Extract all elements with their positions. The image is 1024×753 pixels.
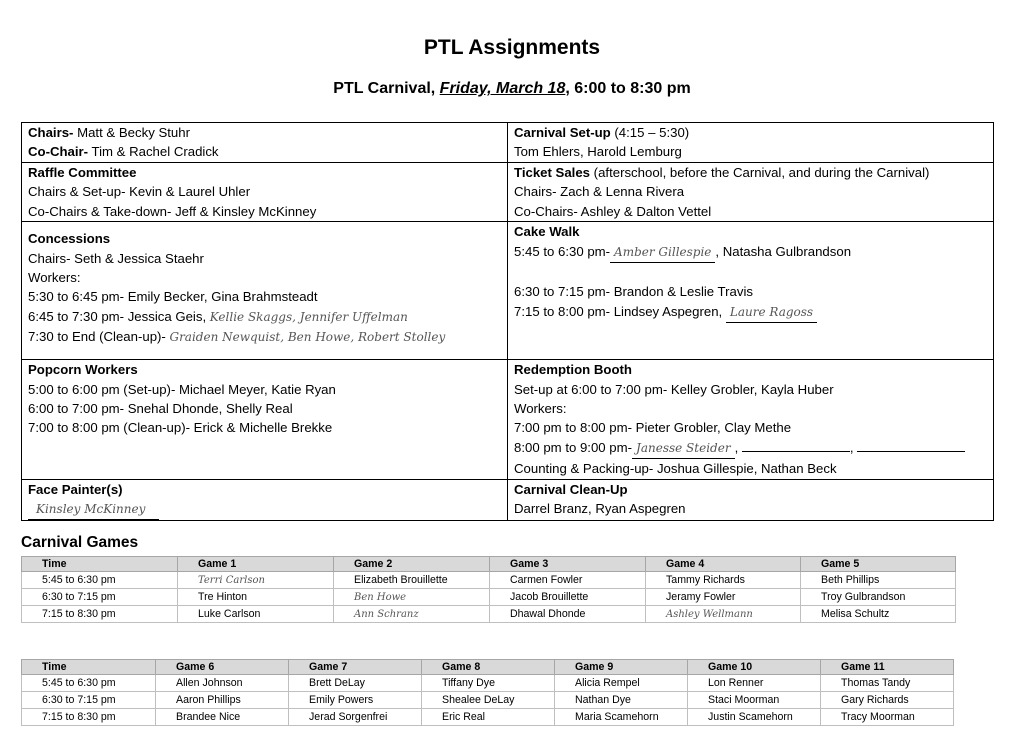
table-cell: Ben Howe bbox=[334, 589, 490, 606]
cake-line-3-handwritten: Laure Ragoss bbox=[729, 304, 814, 319]
cochair-line bbox=[28, 142, 501, 161]
concessions-line-2-typed: 6:45 to 7:30 pm- Jessica Geis, bbox=[28, 308, 210, 324]
table-cell: Thomas Tandy bbox=[821, 675, 954, 692]
table-cell: 6:30 to 7:15 pm bbox=[22, 589, 178, 606]
header-game-1: Game 1 bbox=[178, 557, 334, 572]
subtitle-prefix: PTL Carnival, bbox=[333, 80, 440, 97]
table-cell: Dhawal Dhonde bbox=[490, 606, 646, 623]
table-cell: Brett DeLay bbox=[289, 675, 422, 692]
concessions-line-1: 5:30 to 6:45 pm- Emily Becker, Gina Brahmsteadt bbox=[28, 289, 318, 305]
concessions-line-3 bbox=[28, 327, 501, 347]
blank-line-1 bbox=[742, 439, 850, 452]
cleanup-label: Carnival Clean-Up bbox=[514, 481, 628, 497]
row-popcorn bbox=[22, 360, 994, 479]
concessions-line-3-typed: 7:30 to End (Clean-up)- bbox=[28, 329, 170, 345]
header-game-11: Game 11 bbox=[821, 660, 954, 675]
chairs-label: Chairs- bbox=[28, 125, 74, 140]
redemption-line-1: Set-up at 6:00 to 7:00 pm- Kelley Grobler, Kayla Huber bbox=[514, 381, 834, 397]
table-row bbox=[22, 692, 954, 709]
ticket-line bbox=[514, 163, 987, 182]
cake-line-2: 6:30 to 7:15 pm- Brandon & Leslie Travis bbox=[514, 284, 753, 300]
cake-line-1-handwritten: Amber Gillespie bbox=[614, 244, 712, 259]
table-cell: Aaron Phillips bbox=[156, 692, 289, 709]
header-game-9: Game 9 bbox=[555, 660, 688, 675]
table-cell: Alicia Rempel bbox=[555, 675, 688, 692]
table-cell: Ashley Wellmann bbox=[646, 606, 801, 623]
table-cell: Justin Scamehorn bbox=[688, 709, 821, 726]
raffle-line-1: Chairs & Set-up- Kevin & Laurel Uhler bbox=[28, 184, 251, 200]
setup-label: Carnival Set-up bbox=[514, 125, 611, 140]
cell-popcorn bbox=[22, 360, 508, 479]
cake-line-1-rest: , Natasha Gulbrandson bbox=[715, 243, 852, 259]
concessions-workers: Workers: bbox=[28, 270, 81, 286]
setup-names: Tom Ehlers, Harold Lemburg bbox=[514, 144, 682, 160]
header-game-7: Game 7 bbox=[289, 660, 422, 675]
popcorn-line-1: 5:00 to 6:00 pm (Set-up)- Michael Meyer, Katie Ryan bbox=[28, 381, 336, 397]
page-subtitle bbox=[0, 80, 1024, 98]
row-chairs bbox=[22, 123, 994, 163]
row-raffle bbox=[22, 163, 994, 222]
table-cell: Jacob Brouillette bbox=[490, 589, 646, 606]
ticket-label: Ticket Sales bbox=[514, 165, 591, 180]
header-game-2: Game 2 bbox=[334, 557, 490, 572]
table-cell: Beth Phillips bbox=[801, 572, 956, 589]
table-cell: 6:30 to 7:15 pm bbox=[22, 692, 156, 709]
table-cell: 7:15 to 8:30 pm bbox=[22, 709, 156, 726]
chairs-line bbox=[28, 123, 501, 142]
header-game-5: Game 5 bbox=[801, 557, 956, 572]
blank-line-2 bbox=[857, 439, 965, 452]
table-cell: Tre Hinton bbox=[178, 589, 334, 606]
page-title: PTL Assignments bbox=[423, 36, 601, 59]
cake-line-1 bbox=[514, 242, 987, 263]
redemption-line-4: Counting & Packing-up- Joshua Gillespie, Nathan Beck bbox=[514, 461, 837, 477]
table-cell: Shealee DeLay bbox=[422, 692, 555, 709]
table-cell: Jerad Sorgenfrei bbox=[289, 709, 422, 726]
popcorn-line-2: 6:00 to 7:00 pm- Snehal Dhonde, Shelly Real bbox=[28, 401, 293, 417]
redemption-line-3-typed: 8:00 pm to 9:00 pm- bbox=[514, 439, 633, 455]
header-time: Time bbox=[22, 557, 178, 572]
header-time: Time bbox=[22, 660, 156, 675]
raffle-line-2: Co-Chairs & Take-down- Jeff & Kinsley McKinney bbox=[28, 203, 317, 219]
table-row bbox=[22, 572, 956, 589]
header-game-8: Game 8 bbox=[422, 660, 555, 675]
table-cell: Troy Gulbrandson bbox=[801, 589, 956, 606]
games-table-2-header bbox=[22, 660, 954, 675]
cell-concessions bbox=[22, 222, 508, 360]
concessions-line-2-handwritten: Kellie Skaggs, Jennifer Uffelman bbox=[209, 309, 408, 324]
table-cell: Terri Carlson bbox=[178, 572, 334, 589]
games-table-2 bbox=[21, 659, 954, 726]
table-row bbox=[22, 589, 956, 606]
table-cell: Luke Carlson bbox=[178, 606, 334, 623]
cell-raffle bbox=[22, 163, 508, 222]
redemption-line-2: 7:00 pm to 8:00 pm- Pieter Grobler, Clay Methe bbox=[514, 420, 792, 436]
table-cell: Lon Renner bbox=[688, 675, 821, 692]
face-handwritten: Kinsley McKinney bbox=[36, 502, 146, 517]
table-cell: Brandee Nice bbox=[156, 709, 289, 726]
cake-line-3-typed: 7:15 to 8:00 pm- Lindsey Aspegren, bbox=[514, 303, 726, 319]
games-table-1 bbox=[21, 556, 956, 623]
cell-ticket-sales bbox=[508, 163, 994, 222]
concessions-label: Concessions bbox=[28, 231, 111, 247]
face-line bbox=[28, 499, 501, 520]
table-cell: Nathan Dye bbox=[555, 692, 688, 709]
face-label: Face Painter(s) bbox=[28, 481, 123, 497]
redemption-workers: Workers: bbox=[514, 401, 567, 417]
table-cell: Carmen Fowler bbox=[490, 572, 646, 589]
table-row bbox=[22, 675, 954, 692]
table-cell: Emily Powers bbox=[289, 692, 422, 709]
games-heading: Carnival Games bbox=[21, 534, 139, 551]
raffle-label: Raffle Committee bbox=[28, 165, 137, 180]
table-cell: Gary Richards bbox=[821, 692, 954, 709]
table-cell: Tiffany Dye bbox=[422, 675, 555, 692]
table-cell: 5:45 to 6:30 pm bbox=[22, 572, 178, 589]
cochair-names: Tim & Rachel Cradick bbox=[88, 144, 219, 160]
subtitle-suffix: , 6:00 to 8:30 pm bbox=[565, 80, 691, 97]
cell-face-painter bbox=[22, 479, 508, 521]
redemption-label: Redemption Booth bbox=[514, 362, 632, 378]
popcorn-line-3: 7:00 to 8:00 pm (Clean-up)- Erick & Michelle Brekke bbox=[28, 420, 333, 436]
row-concessions bbox=[22, 222, 994, 360]
chairs-names: Matt & Becky Stuhr bbox=[73, 125, 190, 140]
cell-cake-walk bbox=[508, 222, 994, 360]
table-cell: Allen Johnson bbox=[156, 675, 289, 692]
table-cell: 7:15 to 8:30 pm bbox=[22, 606, 178, 623]
table-row bbox=[22, 606, 956, 623]
table-cell: Tracy Moorman bbox=[821, 709, 954, 726]
subtitle-date: Friday, March 18 bbox=[439, 80, 566, 97]
redemption-line-3-handwritten: Janesse Steider bbox=[636, 440, 731, 455]
table-cell: 5:45 to 6:30 pm bbox=[22, 675, 156, 692]
table-cell: Eric Real bbox=[422, 709, 555, 726]
ticket-note: (afterschool, before the Carnival, and during the Carnival) bbox=[590, 165, 930, 180]
header-game-4: Game 4 bbox=[646, 557, 801, 572]
table-cell: Maria Scamehorn bbox=[555, 709, 688, 726]
cell-chairs bbox=[22, 123, 508, 163]
setup-time: (4:15 – 5:30) bbox=[610, 125, 690, 140]
cake-label: Cake Walk bbox=[514, 224, 580, 240]
ticket-line-2: Co-Chairs- Ashley & Dalton Vettel bbox=[514, 203, 712, 219]
cell-setup bbox=[508, 123, 994, 163]
header-game-10: Game 10 bbox=[688, 660, 821, 675]
concessions-line-2 bbox=[28, 307, 501, 327]
table-cell: Ann Schranz bbox=[334, 606, 490, 623]
table-cell: Elizabeth Brouillette bbox=[334, 572, 490, 589]
cell-cleanup bbox=[508, 479, 994, 521]
cake-line-1-typed: 5:45 to 6:30 pm- bbox=[514, 243, 611, 259]
redemption-line-3: 8:00 pm to 9:00 pm- Janesse Steider , , bbox=[514, 438, 987, 459]
table-cell: Tammy Richards bbox=[646, 572, 801, 589]
header-game-6: Game 6 bbox=[156, 660, 289, 675]
table-cell: Melisa Schultz bbox=[801, 606, 956, 623]
table-cell: Staci Moorman bbox=[688, 692, 821, 709]
concessions-chairs: Chairs- Seth & Jessica Staehr bbox=[28, 250, 204, 266]
header-game-3: Game 3 bbox=[490, 557, 646, 572]
popcorn-label: Popcorn Workers bbox=[28, 362, 138, 378]
games-table-1-header bbox=[22, 557, 956, 572]
table-cell: Jeramy Fowler bbox=[646, 589, 801, 606]
table-row bbox=[22, 709, 954, 726]
setup-line bbox=[514, 123, 987, 142]
assignments-table bbox=[21, 122, 994, 521]
ticket-line-1: Chairs- Zach & Lenna Rivera bbox=[514, 184, 685, 200]
concessions-line-3-handwritten: Graiden Newquist, Ben Howe, Robert Stolley bbox=[169, 330, 446, 345]
cochair-label: Co-Chair- bbox=[28, 144, 89, 160]
cake-line-3 bbox=[514, 302, 987, 323]
cleanup-names: Darrel Branz, Ryan Aspegren bbox=[514, 501, 686, 517]
cell-redemption bbox=[508, 360, 994, 479]
row-face-painter bbox=[22, 479, 994, 521]
